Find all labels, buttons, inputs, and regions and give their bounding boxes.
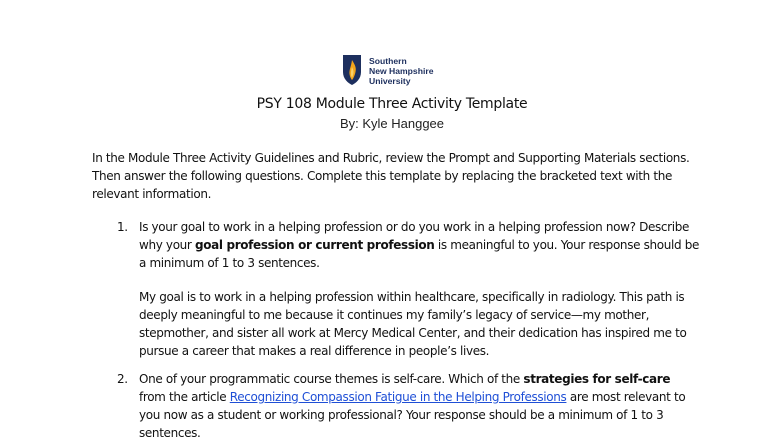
question-1-text-a: Is your goal to work in a helping profession or do you work in a helping profession now? Describe why your: [139, 220, 690, 252]
question-1-number: 1.: [117, 220, 128, 234]
question-2: [139, 370, 699, 442]
question-2-text-c: are most relevant to you now as a student or working professional? Your response should be a minimum of 1 to 3 sentences.: [139, 390, 686, 440]
logo-line-2: New Hampshire: [369, 66, 434, 76]
snhu-logo: [341, 54, 451, 88]
logo-line-1: Southern: [369, 56, 407, 66]
question-1-text-b: is meaningful to you. Your response should be a minimum of 1 to 3 sentences.: [139, 238, 700, 270]
document-title: PSY 108 Module Three Activity Template: [256, 96, 528, 112]
logo-wordmark: [369, 56, 433, 86]
question-1-bold: goal profession or current profession: [194, 238, 435, 252]
answer-1: My goal is to work in a helping profession within healthcare, specifically in radiology. This path is deeply meaningful to me because it continues my family’s legacy of service—my mother, stepmother, and sister all work at Mercy Medical Center, and their dedication has inspired me to pursue a career that makes a real difference in people’s lives.: [139, 290, 687, 358]
article-link[interactable]: Recognizing Compassion Fatigue in the Helping Professions: [229, 390, 567, 404]
intro-paragraph: In the Module Three Activity Guidelines and Rubric, review the Prompt and Supporting Materials sections. Then answer the following questions. Complete this template by replacing the bracketed text with the relevant information.: [92, 151, 690, 201]
logo-line-3: University: [369, 76, 411, 86]
author-byline: By: Kyle Hanggee: [339, 116, 445, 131]
question-1: [139, 218, 699, 272]
question-2-text-a: One of your programmatic course themes is self-care. Which of the: [139, 372, 524, 386]
question-2-text-b: from the article: [139, 390, 230, 404]
flame-shield-icon: [341, 54, 363, 86]
question-2-number: 2.: [117, 372, 128, 386]
question-2-bold: strategies for self-care: [523, 372, 671, 386]
